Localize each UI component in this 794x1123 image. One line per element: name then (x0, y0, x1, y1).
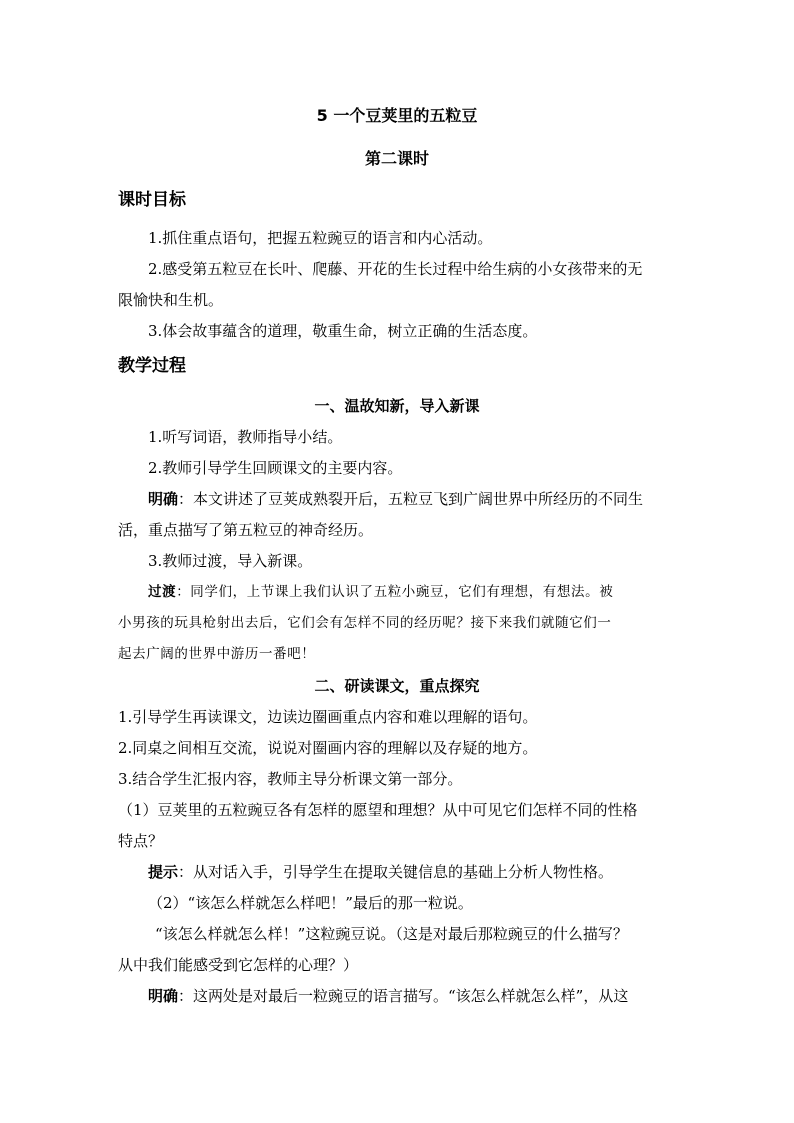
step-item: 1.听写词语，教师指导小结。 (148, 428, 343, 446)
quote-continuation: 从中我们能感受到它怎样的心理？） (118, 956, 359, 974)
mingque-paragraph (148, 986, 628, 1006)
question-item: （1）豆荚里的五粒豌豆各有怎样的愿望和理想？从中可见它们怎样不同的性格 (118, 801, 638, 819)
guodu-continuation: 起去广阔的世界中游历一番吧！ (118, 646, 316, 662)
quote-paragraph: “该怎么样就怎么样！”这粒豌豆说。（这是对最后那粒豌豆的什么描写？ (155, 925, 628, 943)
mingque-continuation: 活，重点描写了第五粒豆的神奇经历。 (118, 521, 374, 539)
mingque-text: ：本文讲述了豆荚成熟裂开后，五粒豆飞到广阔世界中所经历的不同生 (178, 490, 644, 508)
tishi-label: 提示 (148, 863, 179, 881)
guodu-text: ：同学们，上节课上我们认识了五粒小豌豆，它们有理想，有想法。被 (176, 584, 614, 600)
step-item: 1.引导学生再读课文，边读边圈画重点内容和难以理解的语句。 (118, 708, 538, 726)
question-item: （2）“该怎么样就怎么样吧！”最后的那一粒说。 (148, 894, 473, 912)
mingque-label: 明确 (148, 987, 179, 1005)
mingque-label: 明确 (148, 490, 179, 508)
mingque-text: ：这两处是对最后一粒豌豆的语言描写。“该怎么样就怎么样”，从这 (178, 987, 629, 1005)
guodu-label: 过渡 (148, 584, 177, 600)
section-heading: 二、研读课文，重点探究 (314, 677, 480, 695)
goal-item: 2.感受第五粒豆在长叶、爬藤、开花的生长过程中给生病的小女孩带来的无 (148, 260, 643, 278)
question-continuation: 特点？ (118, 832, 164, 850)
guodu-continuation: 小男孩的玩具枪射出去后，它们会有怎样不同的经历呢？接下来我们就随它们一 (118, 615, 612, 631)
guodu-paragraph (148, 582, 613, 602)
goal-item: 1.抓住重点语句，把握五粒豌豆的语言和内心活动。 (148, 229, 493, 247)
step-item: 2.教师引导学生回顾课文的主要内容。 (148, 459, 403, 477)
step-item: 2.同桌之间相互交流，说说对圈画内容的理解以及存疑的地方。 (118, 739, 538, 757)
step-item: 3.结合学生汇报内容，教师主导分析课文第一部分。 (118, 770, 463, 788)
lesson-subtitle: 第二课时 (364, 149, 429, 168)
process-heading: 教学过程 (118, 356, 186, 376)
goals-heading: 课时目标 (118, 190, 186, 210)
document-title: 5 一个豆荚里的五粒豆 (316, 106, 478, 125)
goal-item-continuation: 限愉快和生机。 (118, 291, 224, 309)
mingque-paragraph (148, 489, 643, 509)
tishi-paragraph (148, 862, 613, 882)
tishi-text: ：从对话入手，引导学生在提取关键信息的基础上分析人物性格。 (178, 863, 614, 881)
goal-item: 3.体会故事蕴含的道理，敬重生命，树立正确的生活态度。 (148, 322, 538, 340)
step-item: 3.教师过渡，导入新课。 (148, 552, 313, 570)
section-heading: 一、温故知新，导入新课 (314, 397, 480, 415)
